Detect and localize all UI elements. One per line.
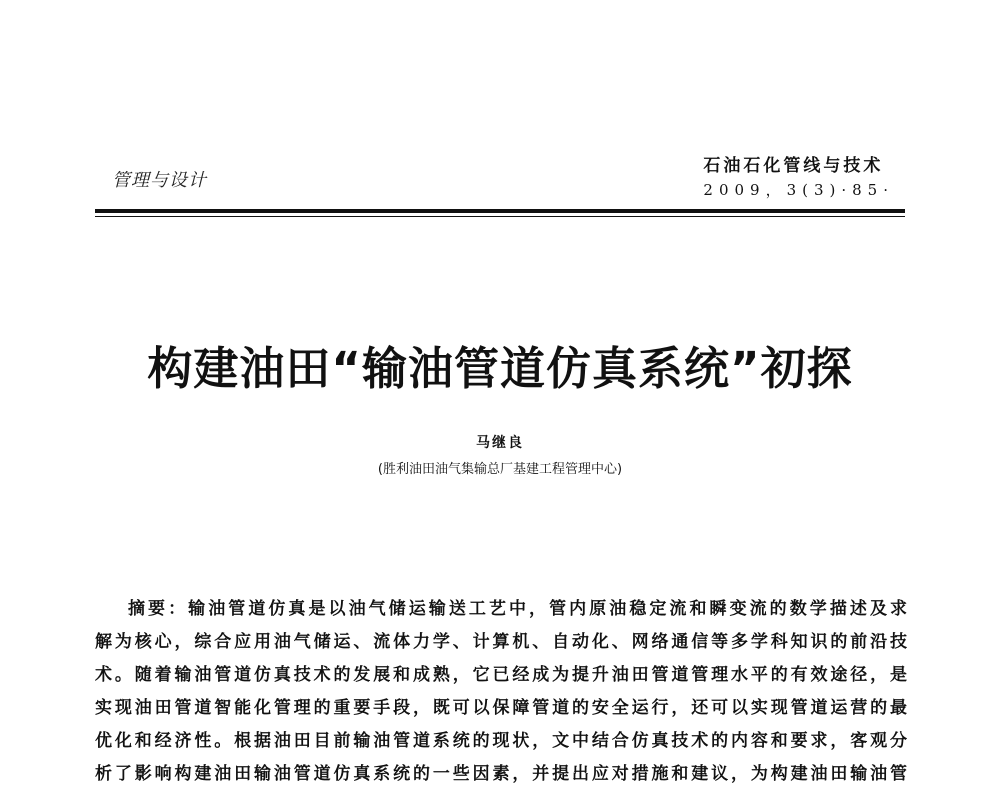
journal-name: 石油石化管线与技术 [703, 156, 884, 176]
abstract-line: 析了影响构建油田输油管道仿真系统的一些因素，并提出应对措施和建议，为构建油田输油管 [95, 764, 907, 784]
abstract-line: 优化和经济性。根据油田目前输油管道系统的现状，文中结合仿真技术的内容和要求，客观分 [95, 731, 907, 751]
abstract [95, 593, 907, 791]
abstract-line: 实现油田管道智能化管理的重要手段，既可以保障管道的安全运行，还可以实现管道运营的最 [95, 698, 907, 718]
journal-header [703, 155, 894, 201]
article-title: 构建油田“输油管道仿真系统”初探 [147, 342, 853, 395]
header-rule-thin [95, 216, 905, 217]
journal-issue: 2009，3(3)·85· [703, 181, 894, 199]
abstract-line: 术。随着输油管道仿真技术的发展和成熟，它已经成为提升油田管道管理水平的有效途径，是 [95, 665, 907, 685]
header-rule-thick [95, 209, 905, 213]
abstract-line: 摘要：输油管道仿真是以油气储运输送工艺中，管内原油稳定流和瞬变流的数学描述及求 [128, 599, 907, 619]
abstract-line: 解为核心，综合应用油气储运、流体力学、计算机、自动化、网络通信等多学科知识的前沿技 [95, 632, 907, 652]
section-label: 管理与设计 [112, 170, 207, 191]
author-name: 马继良 [476, 435, 524, 451]
author-affiliation: (胜利油田油气集输总厂基建工程管理中心) [377, 462, 623, 477]
